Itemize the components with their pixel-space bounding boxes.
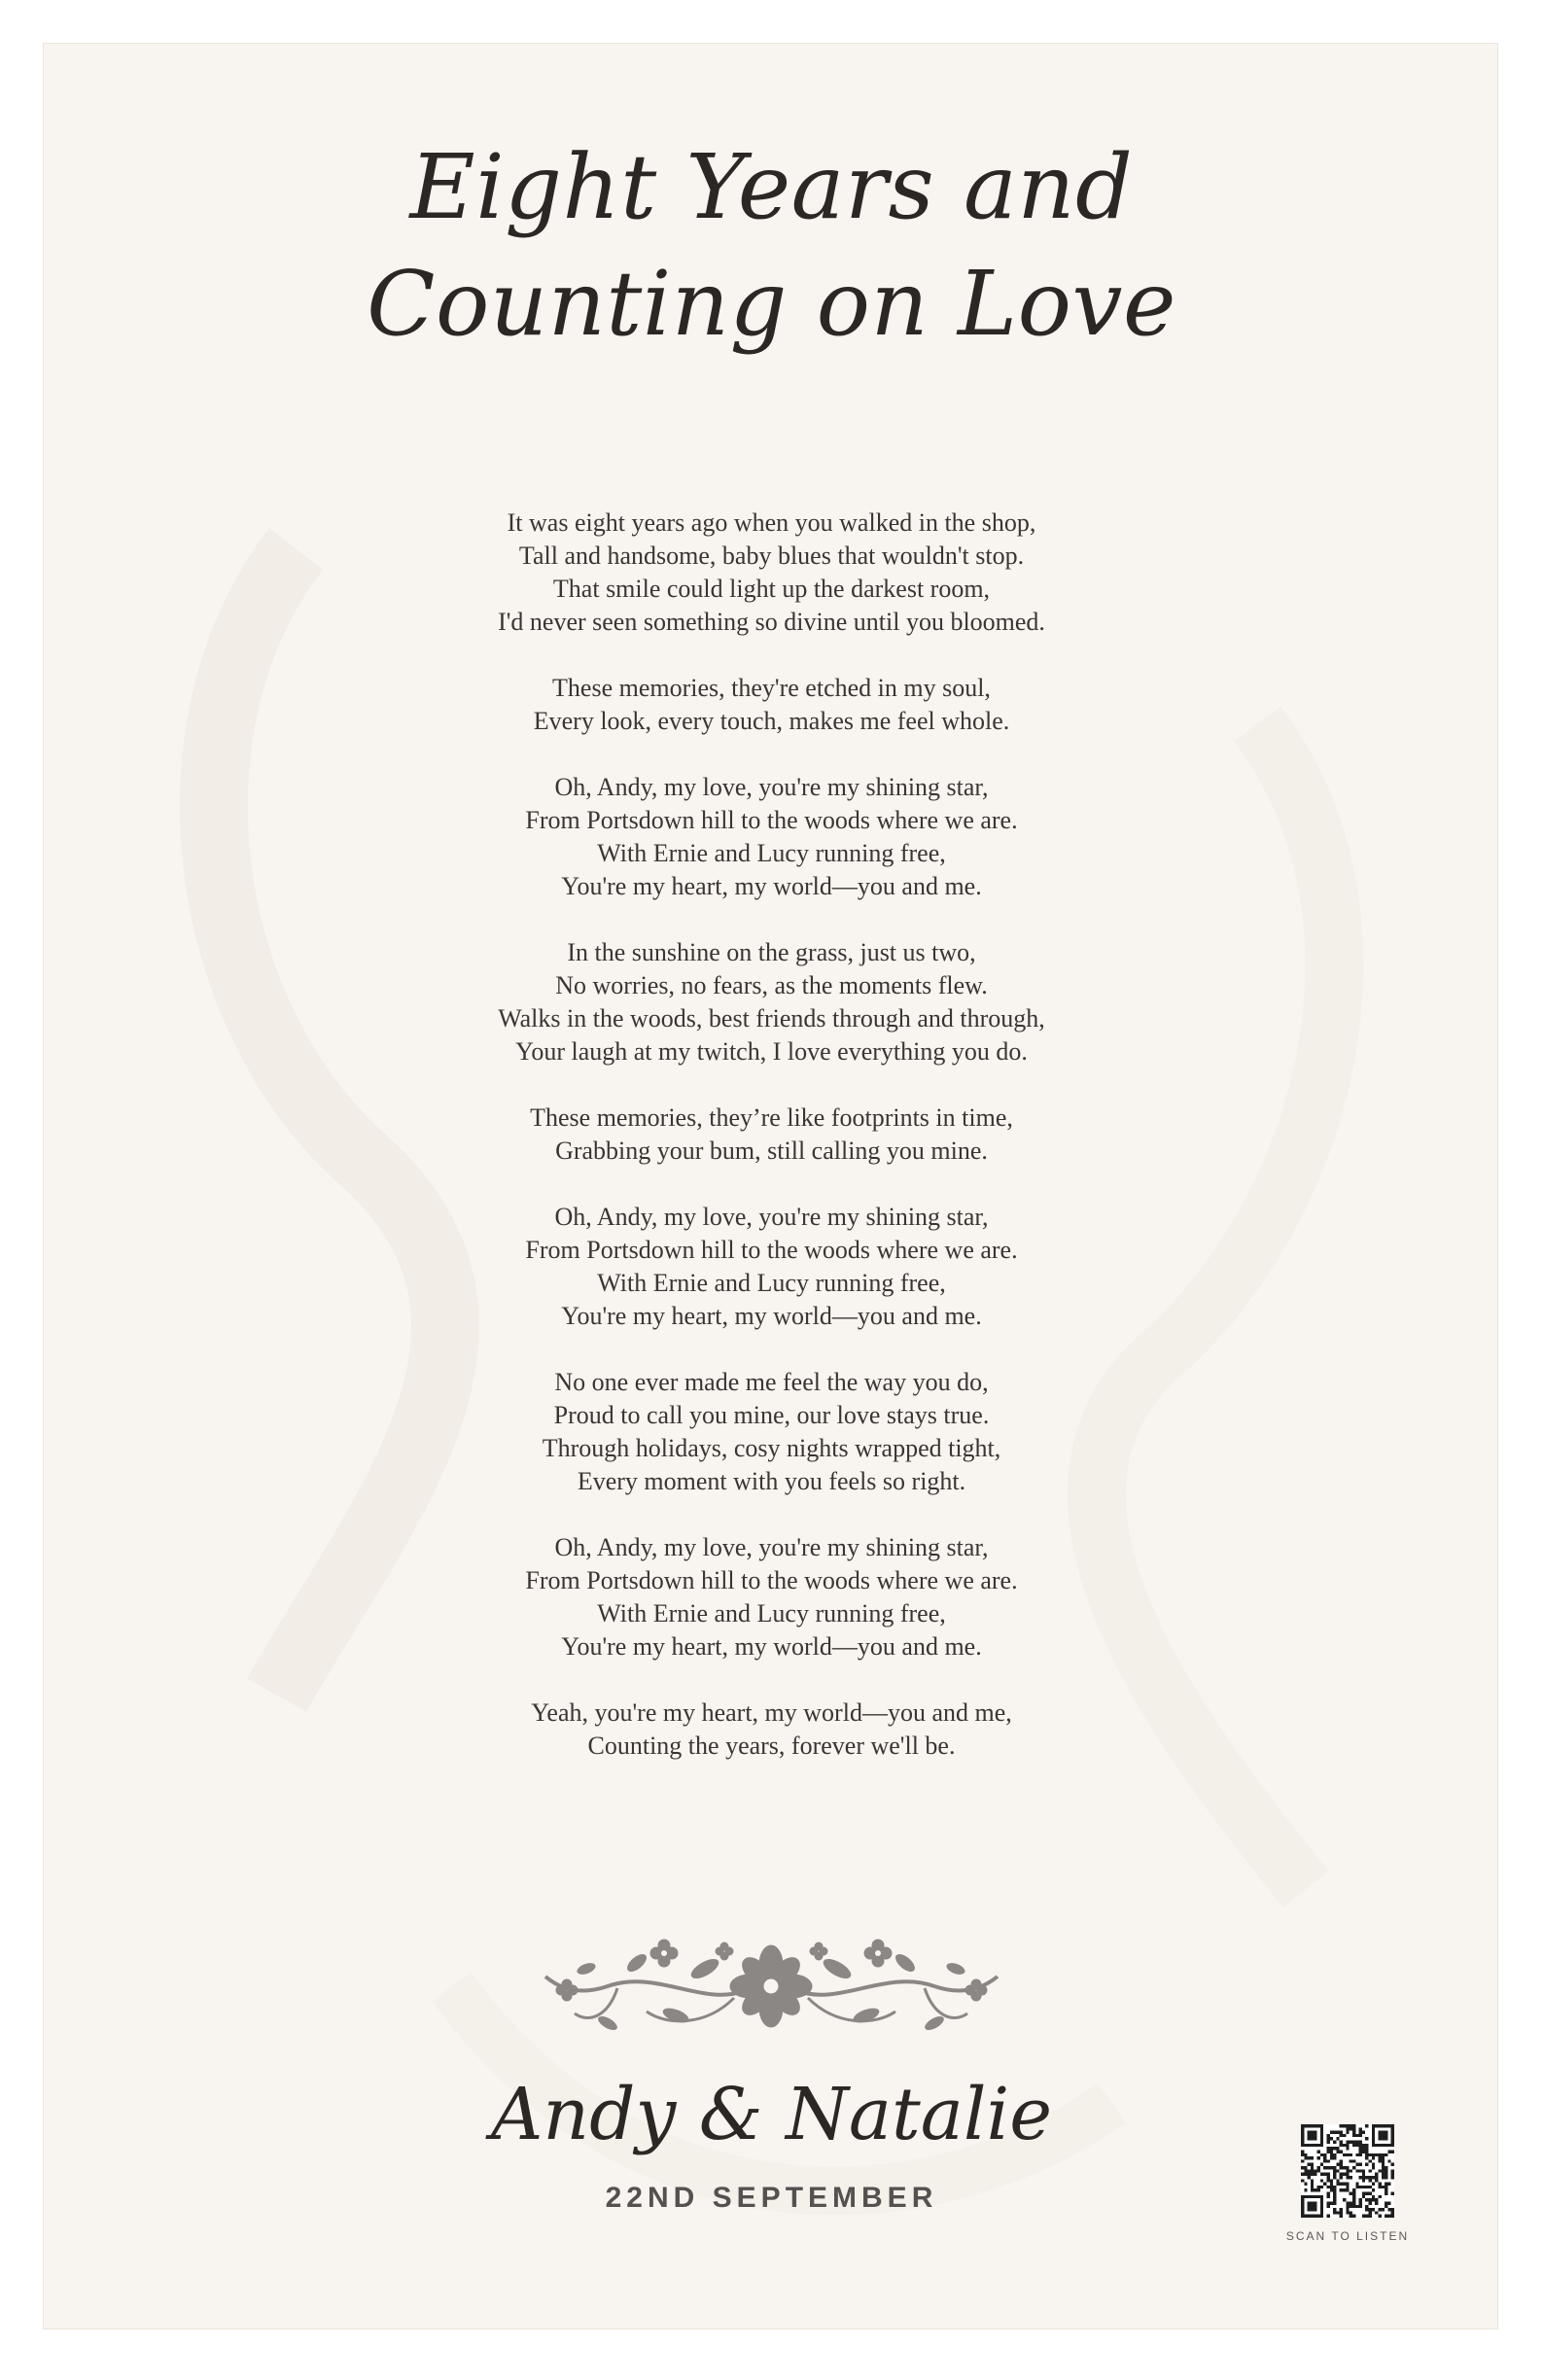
lyric-line: Through holidays, cosy nights wrapped tight,: [542, 1434, 1001, 1462]
lyric-line: That smile could light up the darkest room,: [552, 575, 991, 603]
lyric-line: From Portsdown hill to the woods where we are.: [525, 1566, 1018, 1594]
lyric-line: From Portsdown hill to the woods where we are.: [525, 1236, 1018, 1264]
stanza: [238, 1531, 1305, 1663]
stanza: [238, 1102, 1305, 1168]
lyric-line: With Ernie and Lucy running free,: [597, 1599, 946, 1628]
stanza: [238, 672, 1305, 738]
stanza: [238, 771, 1305, 903]
lyrics-block: [238, 507, 1305, 1796]
lyric-line: Every moment with you feels so right.: [577, 1467, 966, 1495]
qr-code-icon[interactable]: [1301, 2124, 1394, 2218]
lyric-line: In the sunshine on the grass, just us two,: [567, 938, 976, 966]
stanza: [238, 507, 1305, 639]
lyric-line: No worries, no fears, as the moments flew.: [555, 971, 988, 999]
lyric-line: Oh, Andy, my love, you're my shining star,: [554, 1203, 989, 1231]
poem-title: Eight Years and Counting on Love: [367, 135, 1176, 356]
stanza: [238, 1697, 1305, 1763]
lyric-line: Grabbing your bum, still calling you mine.: [555, 1137, 988, 1165]
anniversary-date: 22ND SEPTEMBER: [605, 2182, 938, 2214]
lyric-line: These memories, they're etched in my soul,: [552, 674, 991, 702]
lyric-line: With Ernie and Lucy running free,: [597, 839, 946, 867]
lyric-line: You're my heart, my world—you and me.: [561, 1632, 982, 1661]
lyric-line: No one ever made me feel the way you do,: [554, 1368, 989, 1396]
lyric-line: Counting the years, forever we'll be.: [587, 1732, 956, 1760]
lyric-line: It was eight years ago when you walked in the shop,: [507, 508, 1036, 537]
lyric-line: You're my heart, my world—you and me.: [561, 872, 982, 900]
lyric-line: These memories, they’re like footprints in time,: [530, 1103, 1013, 1132]
lyric-line: Tall and handsome, baby blues that wouldn't stop.: [518, 542, 1025, 570]
lyric-line: Walks in the woods, best friends through and through,: [498, 1004, 1045, 1032]
lyric-line: Oh, Andy, my love, you're my shining star,: [554, 1533, 989, 1561]
lyric-line: From Portsdown hill to the woods where we are.: [525, 806, 1018, 834]
lyric-line: Proud to call you mine, our love stays true.: [553, 1401, 990, 1429]
floral-divider-icon: [540, 1930, 1003, 2047]
stanza: [238, 1201, 1305, 1333]
lyric-line: Yeah, you're my heart, my world—you and me,: [531, 1698, 1012, 1727]
lyric-line: I'd never seen something so divine until you bloomed.: [498, 608, 1045, 636]
lyric-line: Every look, every touch, makes me feel whole.: [533, 707, 1010, 735]
poster-page: [43, 43, 1498, 2329]
stanza: [238, 1366, 1305, 1498]
stanza: [238, 936, 1305, 1068]
couple-names: Andy & Natalie: [490, 2073, 1053, 2156]
lyric-line: Oh, Andy, my love, you're my shining star,: [554, 773, 989, 801]
lyric-line: Your laugh at my twitch, I love everything you do.: [515, 1037, 1028, 1066]
qr-caption: SCAN TO LISTEN: [1285, 2229, 1410, 2243]
lyric-line: You're my heart, my world—you and me.: [561, 1302, 982, 1330]
lyric-line: With Ernie and Lucy running free,: [597, 1269, 946, 1297]
